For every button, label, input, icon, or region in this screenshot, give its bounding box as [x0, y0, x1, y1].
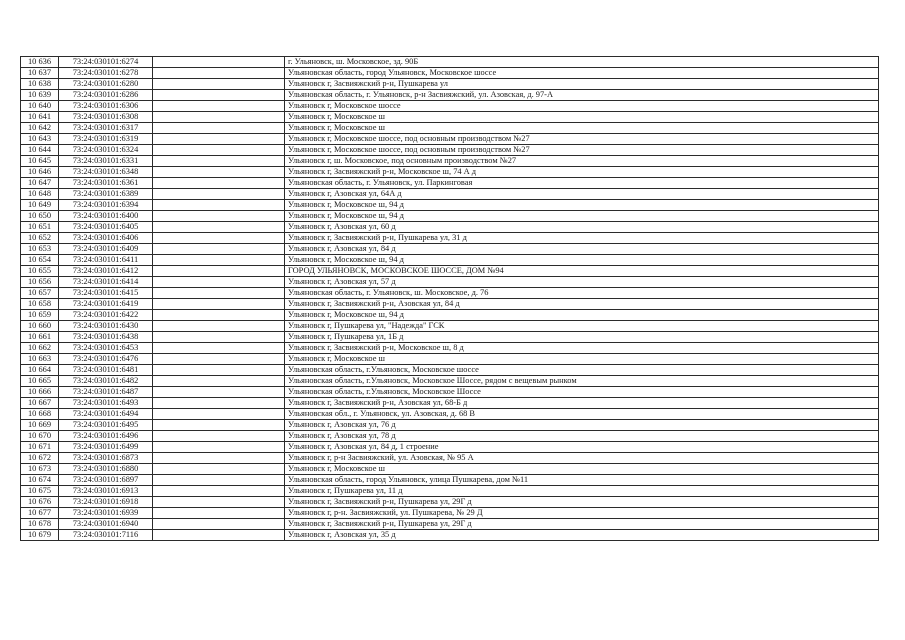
row-number-cell: 10 667: [21, 398, 59, 409]
parcel-table-body: [21, 57, 879, 541]
cadastral-number-cell: 73:24:030101:6308: [59, 112, 153, 123]
empty-cell: [153, 189, 285, 200]
row-number-cell: 10 641: [21, 112, 59, 123]
cadastral-number-cell: 73:24:030101:6880: [59, 464, 153, 475]
empty-cell: [153, 464, 285, 475]
table-row: [21, 519, 879, 530]
empty-cell: [153, 244, 285, 255]
cadastral-number-cell: 73:24:030101:6394: [59, 200, 153, 211]
cadastral-number-cell: 73:24:030101:6411: [59, 255, 153, 266]
cadastral-number-cell: 73:24:030101:6453: [59, 343, 153, 354]
cadastral-number-cell: 73:24:030101:6430: [59, 321, 153, 332]
row-number-cell: 10 659: [21, 310, 59, 321]
empty-cell: [153, 90, 285, 101]
cadastral-number-cell: 73:24:030101:6487: [59, 387, 153, 398]
table-row: [21, 398, 879, 409]
table-row: [21, 101, 879, 112]
table-row: [21, 431, 879, 442]
table-row: [21, 244, 879, 255]
row-number-cell: 10 653: [21, 244, 59, 255]
row-number-cell: 10 679: [21, 530, 59, 541]
empty-cell: [153, 354, 285, 365]
cadastral-number-cell: 73:24:030101:6481: [59, 365, 153, 376]
cadastral-number-cell: 73:24:030101:6494: [59, 409, 153, 420]
row-number-cell: 10 676: [21, 497, 59, 508]
table-row: [21, 211, 879, 222]
empty-cell: [153, 101, 285, 112]
table-row: [21, 156, 879, 167]
empty-cell: [153, 321, 285, 332]
cadastral-number-cell: 73:24:030101:6324: [59, 145, 153, 156]
cadastral-number-cell: 73:24:030101:6438: [59, 332, 153, 343]
cadastral-number-cell: 73:24:030101:6482: [59, 376, 153, 387]
empty-cell: [153, 211, 285, 222]
table-row: [21, 178, 879, 189]
row-number-cell: 10 661: [21, 332, 59, 343]
cadastral-number-cell: 73:24:030101:6499: [59, 442, 153, 453]
empty-cell: [153, 178, 285, 189]
row-number-cell: 10 666: [21, 387, 59, 398]
row-number-cell: 10 671: [21, 442, 59, 453]
row-number-cell: 10 677: [21, 508, 59, 519]
address-cell: Ульяновск г, Азовская ул, 60 д: [285, 222, 879, 233]
empty-cell: [153, 431, 285, 442]
document-sheet: [20, 56, 878, 541]
table-row: [21, 134, 879, 145]
address-cell: Ульяновская область, г.Ульяновск, Московское Шоссе, рядом с вещевым рынком: [285, 376, 879, 387]
empty-cell: [153, 343, 285, 354]
table-row: [21, 299, 879, 310]
row-number-cell: 10 670: [21, 431, 59, 442]
cadastral-number-cell: 73:24:030101:6348: [59, 167, 153, 178]
row-number-cell: 10 672: [21, 453, 59, 464]
row-number-cell: 10 665: [21, 376, 59, 387]
table-row: [21, 277, 879, 288]
address-cell: Ульяновск г, Засвияжский р-н, Пушкарева ул: [285, 79, 879, 90]
cadastral-number-cell: 73:24:030101:6278: [59, 68, 153, 79]
address-cell: Ульяновская область, г. Ульяновск, ул. Паркинговая: [285, 178, 879, 189]
empty-cell: [153, 310, 285, 321]
empty-cell: [153, 200, 285, 211]
address-cell: Ульяновск г, Азовская ул, 64А д: [285, 189, 879, 200]
empty-cell: [153, 420, 285, 431]
address-cell: Ульяновск г, Московское ш, 94 д: [285, 310, 879, 321]
table-row: [21, 321, 879, 332]
row-number-cell: 10 643: [21, 134, 59, 145]
table-row: [21, 68, 879, 79]
cadastral-number-cell: 73:24:030101:6274: [59, 57, 153, 68]
table-row: [21, 167, 879, 178]
empty-cell: [153, 332, 285, 343]
table-row: [21, 354, 879, 365]
address-cell: Ульяновск г, Московское ш: [285, 464, 879, 475]
address-cell: Ульяновск г, Пушкарева ул, "Надежда" ГСК: [285, 321, 879, 332]
empty-cell: [153, 277, 285, 288]
row-number-cell: 10 648: [21, 189, 59, 200]
cadastral-number-cell: 73:24:030101:6419: [59, 299, 153, 310]
table-row: [21, 409, 879, 420]
empty-cell: [153, 233, 285, 244]
table-row: [21, 123, 879, 134]
address-cell: Ульяновская область, г.Ульяновск, Московское шоссе: [285, 365, 879, 376]
address-cell: Ульяновск г, Азовская ул, 84 д, 1 строение: [285, 442, 879, 453]
address-cell: Ульяновск г, Московское шоссе, под основным производством №27: [285, 134, 879, 145]
row-number-cell: 10 678: [21, 519, 59, 530]
empty-cell: [153, 123, 285, 134]
empty-cell: [153, 288, 285, 299]
empty-cell: [153, 376, 285, 387]
table-row: [21, 200, 879, 211]
table-row: [21, 79, 879, 90]
table-row: [21, 222, 879, 233]
address-cell: Ульяновск г, р-н Засвияжский, ул. Азовская, № 95 А: [285, 453, 879, 464]
table-row: [21, 343, 879, 354]
address-cell: Ульяновск г, Азовская ул, 57 д: [285, 277, 879, 288]
cadastral-number-cell: 73:24:030101:6280: [59, 79, 153, 90]
cadastral-number-cell: 73:24:030101:6496: [59, 431, 153, 442]
empty-cell: [153, 299, 285, 310]
row-number-cell: 10 664: [21, 365, 59, 376]
cadastral-number-cell: 73:24:030101:6940: [59, 519, 153, 530]
empty-cell: [153, 365, 285, 376]
address-cell: Ульяновск г, Московское шоссе: [285, 101, 879, 112]
row-number-cell: 10 649: [21, 200, 59, 211]
row-number-cell: 10 673: [21, 464, 59, 475]
address-cell: ГОРОД УЛЬЯНОВСК, МОСКОВСКОЕ ШОССЕ, ДОМ №94: [285, 266, 879, 277]
row-number-cell: 10 640: [21, 101, 59, 112]
address-cell: Ульяновск г, Засвияжский р-н, Московское ш, 8 д: [285, 343, 879, 354]
cadastral-number-cell: 73:24:030101:6286: [59, 90, 153, 101]
empty-cell: [153, 156, 285, 167]
row-number-cell: 10 663: [21, 354, 59, 365]
address-cell: Ульяновск г, Засвияжский р-н, Пушкарева ул, 29Г д: [285, 519, 879, 530]
empty-cell: [153, 112, 285, 123]
cadastral-number-cell: 73:24:030101:6361: [59, 178, 153, 189]
cadastral-number-cell: 73:24:030101:6317: [59, 123, 153, 134]
address-cell: Ульяновск г, Засвияжский р-н, Московское ш, 74 А д: [285, 167, 879, 178]
empty-cell: [153, 398, 285, 409]
cadastral-number-cell: 73:24:030101:6414: [59, 277, 153, 288]
table-row: [21, 288, 879, 299]
cadastral-number-cell: 73:24:030101:6939: [59, 508, 153, 519]
row-number-cell: 10 647: [21, 178, 59, 189]
row-number-cell: 10 651: [21, 222, 59, 233]
table-row: [21, 112, 879, 123]
address-cell: Ульяновская область, г. Ульяновск, р-н Засвияжский, ул. Азовская, д. 97-А: [285, 90, 879, 101]
cadastral-number-cell: 73:24:030101:7116: [59, 530, 153, 541]
cadastral-number-cell: 73:24:030101:6422: [59, 310, 153, 321]
address-cell: Ульяновская область, город Ульяновск, улица Пушкарева, дом №11: [285, 475, 879, 486]
empty-cell: [153, 57, 285, 68]
cadastral-number-cell: 73:24:030101:6495: [59, 420, 153, 431]
empty-cell: [153, 134, 285, 145]
table-row: [21, 475, 879, 486]
cadastral-number-cell: 73:24:030101:6873: [59, 453, 153, 464]
row-number-cell: 10 642: [21, 123, 59, 134]
empty-cell: [153, 68, 285, 79]
cadastral-number-cell: 73:24:030101:6306: [59, 101, 153, 112]
empty-cell: [153, 442, 285, 453]
cadastral-number-cell: 73:24:030101:6406: [59, 233, 153, 244]
cadastral-number-cell: 73:24:030101:6415: [59, 288, 153, 299]
table-row: [21, 57, 879, 68]
address-cell: Ульяновск г, ш. Московское, под основным производством №27: [285, 156, 879, 167]
table-row: [21, 497, 879, 508]
row-number-cell: 10 668: [21, 409, 59, 420]
address-cell: Ульяновск г, Московское ш, 94 д: [285, 200, 879, 211]
table-row: [21, 233, 879, 244]
address-cell: г. Ульяновск, ш. Московское, зд. 90Б: [285, 57, 879, 68]
address-cell: Ульяновск г, Московское ш, 94 д: [285, 255, 879, 266]
empty-cell: [153, 145, 285, 156]
table-row: [21, 530, 879, 541]
row-number-cell: 10 654: [21, 255, 59, 266]
row-number-cell: 10 638: [21, 79, 59, 90]
cadastral-number-cell: 73:24:030101:6897: [59, 475, 153, 486]
row-number-cell: 10 650: [21, 211, 59, 222]
row-number-cell: 10 675: [21, 486, 59, 497]
cadastral-number-cell: 73:24:030101:6319: [59, 134, 153, 145]
row-number-cell: 10 657: [21, 288, 59, 299]
cadastral-number-cell: 73:24:030101:6405: [59, 222, 153, 233]
row-number-cell: 10 644: [21, 145, 59, 156]
address-cell: Ульяновск г, Московское ш, 94 д: [285, 211, 879, 222]
address-cell: Ульяновск г, Засвияжский р-н, Пушкарева ул, 31 д: [285, 233, 879, 244]
address-cell: Ульяновская область, город Ульяновск, Московское шоссе: [285, 68, 879, 79]
row-number-cell: 10 660: [21, 321, 59, 332]
address-cell: Ульяновск г, Пушкарева ул, 11 д: [285, 486, 879, 497]
table-row: [21, 453, 879, 464]
address-cell: Ульяновская область, г. Ульяновск, ш. Московское, д. 76: [285, 288, 879, 299]
address-cell: Ульяновск г, Азовская ул, 35 д: [285, 530, 879, 541]
address-cell: Ульяновск г, Азовская ул, 76 д: [285, 420, 879, 431]
cadastral-number-cell: 73:24:030101:6913: [59, 486, 153, 497]
table-row: [21, 376, 879, 387]
empty-cell: [153, 497, 285, 508]
empty-cell: [153, 222, 285, 233]
row-number-cell: 10 658: [21, 299, 59, 310]
table-row: [21, 310, 879, 321]
address-cell: Ульяновск г, Московское ш: [285, 354, 879, 365]
empty-cell: [153, 266, 285, 277]
empty-cell: [153, 475, 285, 486]
table-row: [21, 332, 879, 343]
row-number-cell: 10 662: [21, 343, 59, 354]
cadastral-number-cell: 73:24:030101:6493: [59, 398, 153, 409]
address-cell: Ульяновск г, Засвияжский р-н, Азовская ул, 68-Б д: [285, 398, 879, 409]
table-row: [21, 266, 879, 277]
address-cell: Ульяновск г, Пушкарева ул, 1Б д: [285, 332, 879, 343]
table-row: [21, 90, 879, 101]
empty-cell: [153, 519, 285, 530]
row-number-cell: 10 655: [21, 266, 59, 277]
empty-cell: [153, 486, 285, 497]
address-cell: Ульяновск г, Московское ш: [285, 112, 879, 123]
parcel-table: [20, 56, 879, 541]
row-number-cell: 10 652: [21, 233, 59, 244]
empty-cell: [153, 409, 285, 420]
address-cell: Ульяновск г, Засвияжский р-н, Пушкарева ул, 29Г д: [285, 497, 879, 508]
address-cell: Ульяновская область, г.Ульяновск, Московское Шоссе: [285, 387, 879, 398]
cadastral-number-cell: 73:24:030101:6409: [59, 244, 153, 255]
row-number-cell: 10 636: [21, 57, 59, 68]
table-row: [21, 486, 879, 497]
empty-cell: [153, 508, 285, 519]
empty-cell: [153, 530, 285, 541]
row-number-cell: 10 646: [21, 167, 59, 178]
cadastral-number-cell: 73:24:030101:6412: [59, 266, 153, 277]
address-cell: Ульяновск г, Азовская ул, 84 д: [285, 244, 879, 255]
table-row: [21, 508, 879, 519]
empty-cell: [153, 255, 285, 266]
table-row: [21, 442, 879, 453]
address-cell: Ульяновск г, Засвияжский р-н, Азовская ул, 84 д: [285, 299, 879, 310]
table-row: [21, 145, 879, 156]
table-row: [21, 365, 879, 376]
cadastral-number-cell: 73:24:030101:6918: [59, 497, 153, 508]
table-row: [21, 464, 879, 475]
row-number-cell: 10 674: [21, 475, 59, 486]
table-row: [21, 189, 879, 200]
table-row: [21, 420, 879, 431]
cadastral-number-cell: 73:24:030101:6400: [59, 211, 153, 222]
row-number-cell: 10 645: [21, 156, 59, 167]
address-cell: Ульяновск г, Московское ш: [285, 123, 879, 134]
cadastral-number-cell: 73:24:030101:6476: [59, 354, 153, 365]
row-number-cell: 10 656: [21, 277, 59, 288]
empty-cell: [153, 387, 285, 398]
cadastral-number-cell: 73:24:030101:6331: [59, 156, 153, 167]
cadastral-number-cell: 73:24:030101:6389: [59, 189, 153, 200]
address-cell: Ульяновск г, р-н. Засвияжский, ул. Пушкарева, № 29 Д: [285, 508, 879, 519]
address-cell: Ульяновск г, Азовская ул, 78 д: [285, 431, 879, 442]
row-number-cell: 10 637: [21, 68, 59, 79]
empty-cell: [153, 453, 285, 464]
row-number-cell: 10 639: [21, 90, 59, 101]
table-row: [21, 387, 879, 398]
address-cell: Ульяновск г, Московское шоссе, под основным производством №27: [285, 145, 879, 156]
address-cell: Ульяновская обл., г. Ульяновск, ул. Азовская, д. 68 В: [285, 409, 879, 420]
empty-cell: [153, 79, 285, 90]
row-number-cell: 10 669: [21, 420, 59, 431]
table-row: [21, 255, 879, 266]
empty-cell: [153, 167, 285, 178]
